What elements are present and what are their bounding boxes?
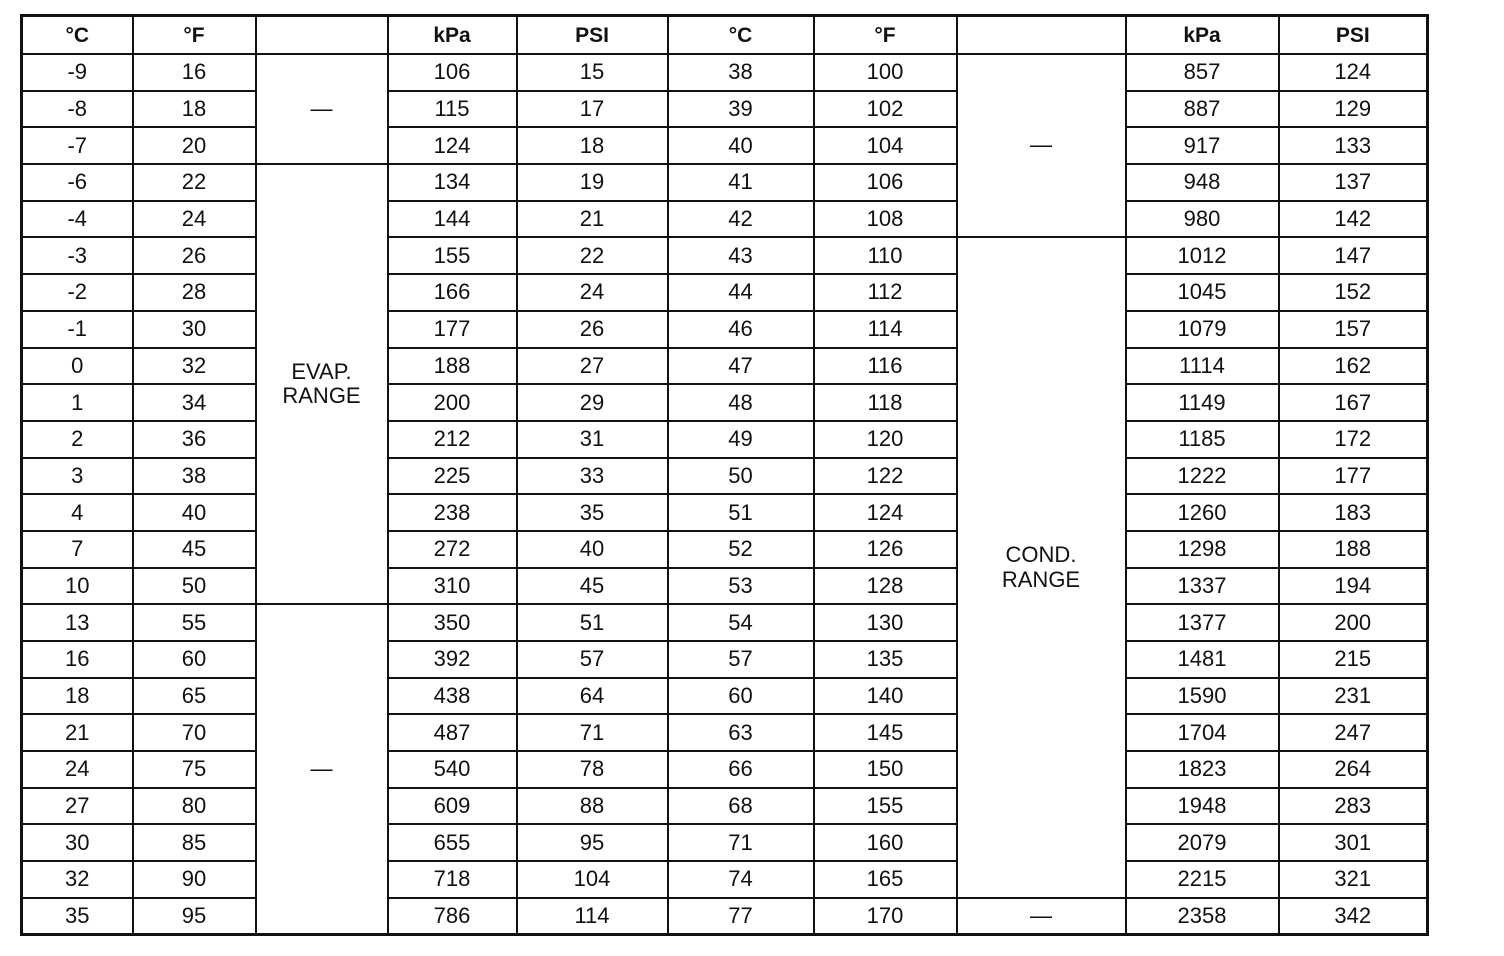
cell-f-evap: 22	[133, 164, 256, 201]
cell-f-cond: 112	[814, 274, 957, 311]
cell-psi-cond: 283	[1279, 788, 1428, 825]
cell-kpa-evap: 177	[388, 311, 517, 348]
cell-f-cond: 116	[814, 348, 957, 385]
cell-psi-evap: 24	[517, 274, 668, 311]
table-row	[22, 164, 1428, 201]
table-row	[22, 641, 1428, 678]
cell-kpa-evap: 225	[388, 458, 517, 495]
cell-c-cond: 53	[668, 568, 814, 605]
cell-psi-evap: 64	[517, 678, 668, 715]
cell-f-cond: 126	[814, 531, 957, 568]
header-cond-range	[957, 16, 1126, 55]
cell-c-cond: 39	[668, 91, 814, 128]
header-fahrenheit-evap: °F	[133, 16, 256, 55]
left-range-label: —	[256, 604, 388, 934]
cell-c-evap: -7	[22, 127, 133, 164]
cell-f-cond: 140	[814, 678, 957, 715]
cell-c-cond: 66	[668, 751, 814, 788]
cell-f-cond: 104	[814, 127, 957, 164]
cell-f-evap: 55	[133, 604, 256, 641]
cell-c-cond: 68	[668, 788, 814, 825]
cell-kpa-evap: 718	[388, 861, 517, 898]
table-row	[22, 494, 1428, 531]
cell-c-evap: 32	[22, 861, 133, 898]
cell-kpa-cond: 1704	[1126, 714, 1279, 751]
cell-kpa-evap: 238	[388, 494, 517, 531]
cell-f-cond: 110	[814, 237, 957, 274]
cell-c-cond: 42	[668, 201, 814, 238]
cell-c-cond: 60	[668, 678, 814, 715]
cell-f-cond: 114	[814, 311, 957, 348]
table-row	[22, 861, 1428, 898]
cell-f-evap: 70	[133, 714, 256, 751]
cell-kpa-evap: 212	[388, 421, 517, 458]
cell-c-cond: 47	[668, 348, 814, 385]
cell-f-evap: 75	[133, 751, 256, 788]
cell-c-evap: 10	[22, 568, 133, 605]
cell-f-evap: 36	[133, 421, 256, 458]
cell-kpa-cond: 2215	[1126, 861, 1279, 898]
cell-kpa-evap: 115	[388, 91, 517, 128]
header-psi-evap: PSI	[517, 16, 668, 55]
cell-psi-evap: 88	[517, 788, 668, 825]
table-row	[22, 824, 1428, 861]
cell-psi-evap: 22	[517, 237, 668, 274]
cell-kpa-cond: 1114	[1126, 348, 1279, 385]
cell-psi-cond: 142	[1279, 201, 1428, 238]
cell-kpa-cond: 1337	[1126, 568, 1279, 605]
table-row	[22, 237, 1428, 274]
cell-psi-cond: 124	[1279, 54, 1428, 91]
cell-kpa-evap: 134	[388, 164, 517, 201]
table-row	[22, 421, 1428, 458]
cell-c-evap: -3	[22, 237, 133, 274]
left-range-label: —	[256, 54, 388, 164]
cell-c-cond: 74	[668, 861, 814, 898]
cell-f-evap: 18	[133, 91, 256, 128]
cell-c-evap: 35	[22, 898, 133, 935]
cell-c-evap: -9	[22, 54, 133, 91]
cell-f-evap: 85	[133, 824, 256, 861]
cell-kpa-cond: 1045	[1126, 274, 1279, 311]
cell-f-evap: 24	[133, 201, 256, 238]
cell-f-cond: 145	[814, 714, 957, 751]
table-row	[22, 91, 1428, 128]
table-row	[22, 384, 1428, 421]
cell-c-cond: 77	[668, 898, 814, 935]
cell-psi-evap: 21	[517, 201, 668, 238]
cell-kpa-evap: 609	[388, 788, 517, 825]
table-row	[22, 678, 1428, 715]
cell-kpa-cond: 948	[1126, 164, 1279, 201]
cell-kpa-cond: 1149	[1126, 384, 1279, 421]
cell-kpa-evap: 272	[388, 531, 517, 568]
cell-f-cond: 165	[814, 861, 957, 898]
table-row	[22, 458, 1428, 495]
cell-c-cond: 43	[668, 237, 814, 274]
cell-c-cond: 40	[668, 127, 814, 164]
cell-psi-evap: 57	[517, 641, 668, 678]
cell-c-cond: 38	[668, 54, 814, 91]
cell-c-cond: 46	[668, 311, 814, 348]
cell-kpa-evap: 106	[388, 54, 517, 91]
cell-psi-cond: 264	[1279, 751, 1428, 788]
table-row	[22, 127, 1428, 164]
cell-f-cond: 128	[814, 568, 957, 605]
cell-psi-evap: 18	[517, 127, 668, 164]
cell-psi-cond: 137	[1279, 164, 1428, 201]
cell-kpa-evap: 310	[388, 568, 517, 605]
cell-psi-cond: 147	[1279, 237, 1428, 274]
cell-f-cond: 160	[814, 824, 957, 861]
pressure-temperature-table	[20, 14, 1429, 936]
cell-psi-evap: 35	[517, 494, 668, 531]
cell-kpa-cond: 1222	[1126, 458, 1279, 495]
cell-kpa-evap: 155	[388, 237, 517, 274]
cell-psi-evap: 17	[517, 91, 668, 128]
cell-psi-evap: 27	[517, 348, 668, 385]
cell-psi-cond: 167	[1279, 384, 1428, 421]
cell-psi-cond: 342	[1279, 898, 1428, 935]
cell-f-cond: 102	[814, 91, 957, 128]
cell-f-evap: 20	[133, 127, 256, 164]
cell-c-evap: -1	[22, 311, 133, 348]
table-row	[22, 311, 1428, 348]
cell-psi-evap: 51	[517, 604, 668, 641]
cell-psi-cond: 194	[1279, 568, 1428, 605]
right-range-label: —	[957, 54, 1126, 237]
cell-f-cond: 130	[814, 604, 957, 641]
cell-kpa-evap: 200	[388, 384, 517, 421]
cell-psi-cond: 247	[1279, 714, 1428, 751]
cell-f-evap: 16	[133, 54, 256, 91]
cell-f-evap: 65	[133, 678, 256, 715]
cell-psi-evap: 45	[517, 568, 668, 605]
cell-c-evap: -6	[22, 164, 133, 201]
cell-f-evap: 26	[133, 237, 256, 274]
cell-f-cond: 150	[814, 751, 957, 788]
cell-c-cond: 48	[668, 384, 814, 421]
cell-kpa-evap: 655	[388, 824, 517, 861]
cell-psi-cond: 157	[1279, 311, 1428, 348]
cell-kpa-evap: 124	[388, 127, 517, 164]
header-evap-range	[256, 16, 388, 55]
cell-kpa-evap: 487	[388, 714, 517, 751]
cell-c-cond: 54	[668, 604, 814, 641]
header-celsius-evap: °C	[22, 16, 133, 55]
cell-c-evap: 16	[22, 641, 133, 678]
cell-c-cond: 50	[668, 458, 814, 495]
table-row	[22, 751, 1428, 788]
cell-f-cond: 118	[814, 384, 957, 421]
table-row	[22, 788, 1428, 825]
table-body	[22, 54, 1428, 935]
cell-psi-evap: 31	[517, 421, 668, 458]
cell-kpa-evap: 540	[388, 751, 517, 788]
cell-f-cond: 124	[814, 494, 957, 531]
cell-kpa-cond: 1260	[1126, 494, 1279, 531]
cell-c-cond: 49	[668, 421, 814, 458]
cell-f-evap: 38	[133, 458, 256, 495]
cell-kpa-cond: 917	[1126, 127, 1279, 164]
cell-psi-evap: 104	[517, 861, 668, 898]
cell-c-evap: 27	[22, 788, 133, 825]
cell-f-cond: 108	[814, 201, 957, 238]
cell-kpa-cond: 1590	[1126, 678, 1279, 715]
cell-psi-evap: 15	[517, 54, 668, 91]
cell-kpa-cond: 1298	[1126, 531, 1279, 568]
table-row	[22, 568, 1428, 605]
cell-c-evap: 13	[22, 604, 133, 641]
cell-psi-cond: 129	[1279, 91, 1428, 128]
cell-f-cond: 135	[814, 641, 957, 678]
cell-c-cond: 51	[668, 494, 814, 531]
cell-kpa-cond: 1185	[1126, 421, 1279, 458]
cell-kpa-cond: 1012	[1126, 237, 1279, 274]
cell-c-cond: 41	[668, 164, 814, 201]
cell-f-evap: 30	[133, 311, 256, 348]
cell-psi-cond: 177	[1279, 458, 1428, 495]
cell-f-cond: 122	[814, 458, 957, 495]
cell-c-evap: 4	[22, 494, 133, 531]
table-row	[22, 348, 1428, 385]
cell-f-cond: 100	[814, 54, 957, 91]
cell-f-evap: 60	[133, 641, 256, 678]
cell-c-evap: 18	[22, 678, 133, 715]
cell-f-evap: 50	[133, 568, 256, 605]
cell-f-cond: 106	[814, 164, 957, 201]
table-row	[22, 201, 1428, 238]
cell-c-cond: 44	[668, 274, 814, 311]
cell-kpa-cond: 1079	[1126, 311, 1279, 348]
cell-psi-evap: 95	[517, 824, 668, 861]
cell-psi-cond: 231	[1279, 678, 1428, 715]
cell-kpa-cond: 887	[1126, 91, 1279, 128]
cell-c-cond: 52	[668, 531, 814, 568]
header-row	[22, 16, 1428, 55]
header-psi-cond: PSI	[1279, 16, 1428, 55]
cell-kpa-cond: 1948	[1126, 788, 1279, 825]
cell-psi-cond: 321	[1279, 861, 1428, 898]
cell-psi-evap: 40	[517, 531, 668, 568]
cell-kpa-cond: 1823	[1126, 751, 1279, 788]
cell-kpa-evap: 144	[388, 201, 517, 238]
cell-psi-cond: 215	[1279, 641, 1428, 678]
cell-c-evap: 30	[22, 824, 133, 861]
cell-psi-evap: 26	[517, 311, 668, 348]
right-range-label: COND. RANGE	[957, 237, 1126, 897]
table-row	[22, 714, 1428, 751]
cell-psi-cond: 152	[1279, 274, 1428, 311]
cell-c-cond: 63	[668, 714, 814, 751]
cell-kpa-cond: 1377	[1126, 604, 1279, 641]
cell-f-evap: 90	[133, 861, 256, 898]
cell-psi-cond: 188	[1279, 531, 1428, 568]
cell-c-cond: 57	[668, 641, 814, 678]
cell-c-evap: 7	[22, 531, 133, 568]
cell-f-evap: 28	[133, 274, 256, 311]
cell-c-evap: 1	[22, 384, 133, 421]
cell-c-evap: 24	[22, 751, 133, 788]
cell-kpa-evap: 438	[388, 678, 517, 715]
left-range-label: EVAP. RANGE	[256, 164, 388, 604]
cell-f-evap: 80	[133, 788, 256, 825]
cell-f-cond: 170	[814, 898, 957, 935]
cell-kpa-cond: 2079	[1126, 824, 1279, 861]
cell-psi-cond: 301	[1279, 824, 1428, 861]
cell-c-evap: -4	[22, 201, 133, 238]
cell-kpa-evap: 166	[388, 274, 517, 311]
header-kpa-cond: kPa	[1126, 16, 1279, 55]
cell-c-evap: 2	[22, 421, 133, 458]
cell-psi-evap: 78	[517, 751, 668, 788]
cell-f-evap: 45	[133, 531, 256, 568]
cell-kpa-evap: 188	[388, 348, 517, 385]
cell-c-cond: 71	[668, 824, 814, 861]
cell-psi-cond: 133	[1279, 127, 1428, 164]
cell-psi-evap: 19	[517, 164, 668, 201]
cell-c-evap: 3	[22, 458, 133, 495]
cell-f-evap: 32	[133, 348, 256, 385]
cell-psi-evap: 114	[517, 898, 668, 935]
right-range-label: —	[957, 898, 1126, 935]
cell-psi-cond: 200	[1279, 604, 1428, 641]
header-fahrenheit-cond: °F	[814, 16, 957, 55]
cell-kpa-cond: 1481	[1126, 641, 1279, 678]
cell-c-evap: 21	[22, 714, 133, 751]
table-row	[22, 531, 1428, 568]
cell-c-evap: 0	[22, 348, 133, 385]
cell-f-evap: 34	[133, 384, 256, 421]
header-celsius-cond: °C	[668, 16, 814, 55]
cell-psi-evap: 29	[517, 384, 668, 421]
cell-psi-cond: 172	[1279, 421, 1428, 458]
cell-kpa-evap: 392	[388, 641, 517, 678]
header-kpa-evap: kPa	[388, 16, 517, 55]
cell-kpa-evap: 786	[388, 898, 517, 935]
cell-kpa-cond: 857	[1126, 54, 1279, 91]
table-row	[22, 54, 1428, 91]
table-row	[22, 898, 1428, 935]
cell-kpa-cond: 2358	[1126, 898, 1279, 935]
cell-kpa-evap: 350	[388, 604, 517, 641]
cell-c-evap: -8	[22, 91, 133, 128]
table-row	[22, 604, 1428, 641]
cell-kpa-cond: 980	[1126, 201, 1279, 238]
cell-psi-evap: 33	[517, 458, 668, 495]
cell-f-evap: 95	[133, 898, 256, 935]
table-row	[22, 274, 1428, 311]
cell-psi-evap: 71	[517, 714, 668, 751]
cell-f-evap: 40	[133, 494, 256, 531]
cell-f-cond: 155	[814, 788, 957, 825]
cell-f-cond: 120	[814, 421, 957, 458]
cell-c-evap: -2	[22, 274, 133, 311]
cell-psi-cond: 183	[1279, 494, 1428, 531]
cell-psi-cond: 162	[1279, 348, 1428, 385]
